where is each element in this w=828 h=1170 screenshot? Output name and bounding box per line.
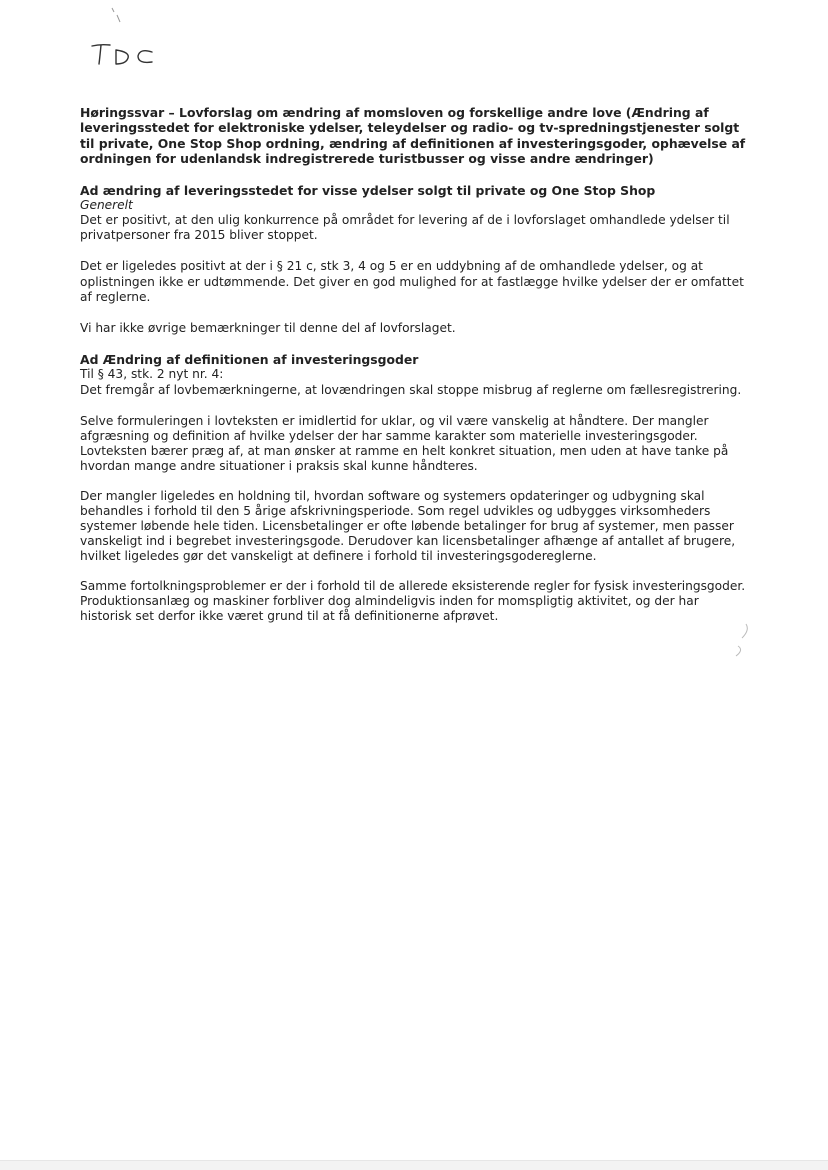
scan-artifact-mark [728,620,754,660]
document-title: Høringssvar – Lovforslag om ændring af momsloven og forskellige andre love (Ændring af leveringsstedet for elektroniske ydelser, teleydelser og radio- og tv-spredningstjenester solgt til private, One Stop Shop ordning, ændring af definitionen af investeringsgoder, ophævelse af ordningen for udenlandsk indregistrerede turistbusser og visse andre ændringer) [80,105,746,167]
stray-pen-mark [108,6,128,26]
section-leveringssted [80,183,752,337]
paragraph: Samme fortolkningsproblemer er der i forhold til de allerede eksisterende regler for fysisk investeringsgoder. Produktionsanlæg og maskiner forbliver dog almindeligvis inden for momspligtig aktivitet, og der har historisk set derfor ikke været grund til at få definitionerne afprøvet. [80,578,746,624]
section-heading: Ad ændring af leveringsstedet for visse ydelser solgt til private og One Stop Shop [80,182,656,198]
section-subheading: Generelt [80,197,133,212]
section-investeringsgoder [80,352,752,624]
paragraph: Der mangler ligeledes en holdning til, hvordan software og systemers opdateringer og udbygning skal behandles i forhold til den 5 årige afskrivningsperiode. Som regel udvikles og udbygges virksomheders systemer løbende hele tiden. Licensbetalinger er ofte løbende betalinger for brug af systemer, men passer vanskeligt ind i begrebet investeringsgode. Derudover kan licensbetalinger afhænge af antallet af brugere, hvilket ligeledes gør det vanskeligt at definere i forhold til investeringsgodereglerne. [80,488,736,564]
section-subheading: Til § 43, stk. 2 nyt nr. 4: [80,367,224,382]
paragraph: Det fremgår af lovbemærkningerne, at lovændringen skal stoppe misbrug af reglerne om fællesregistrering. [80,382,742,397]
paragraph: Vi har ikke øvrige bemærkninger til denne del af lovforslaget. [80,321,456,336]
document-body [80,105,752,640]
paragraph: Det er positivt, at den ulig konkurrence på området for levering af de i lovforslaget omhandlede ydelser til privatpersoner fra 2015 bliver stoppet. [80,213,730,243]
section-heading: Ad Ændring af definitionen af investeringsgoder [80,352,419,368]
handwritten-note-logo [88,38,160,72]
paragraph: Det er ligeledes positivt at der i § 21 c, stk 3, 4 og 5 er en uddybning af de omhandlede ydelser, og at oplistningen ikke er udtømmende. Det giver en god mulighed for at fastlægge hvilke ydelser der er omfattet af reglerne. [80,259,744,304]
paragraph: Selve formuleringen i lovteksten er imidlertid for uklar, og vil være vanskelig at håndtere. Der mangler afgræsning og definition af hvilke ydelser der har samme karakter som materielle investeringsgoder. Lovteksten bærer præg af, at man ønsker at ramme en helt konkret situation, men uden at have tanke på hvordan mange andre situationer i praksis skal kunne håndteres. [80,413,729,474]
